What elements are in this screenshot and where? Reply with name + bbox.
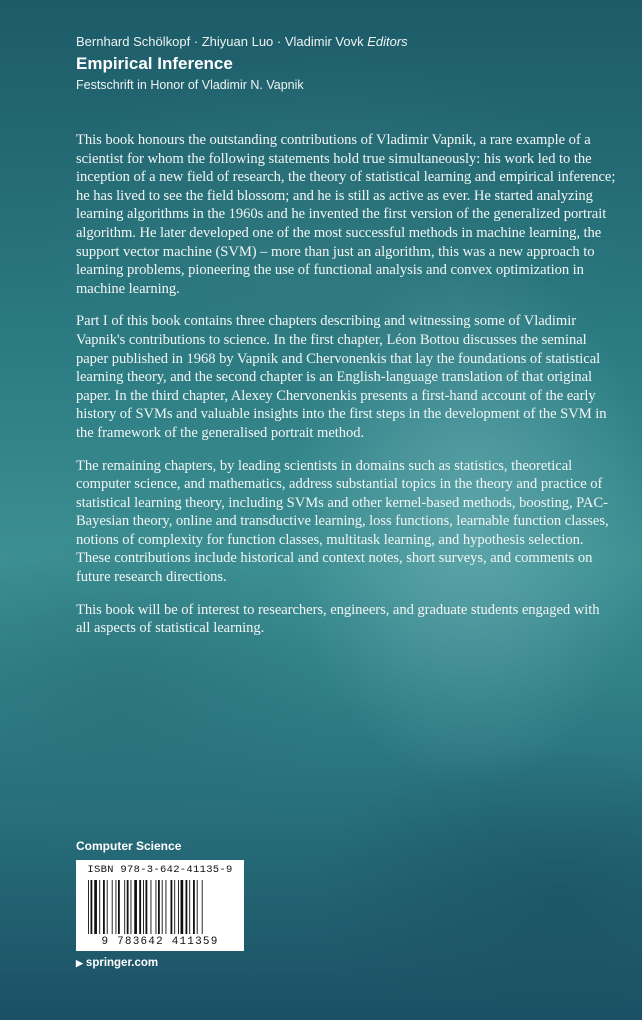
blurb-paragraph: The remaining chapters, by leading scientists in domains such as statistics, theoretical computer science, and mathematics, address substantial topics in the theory and practice of statistical learning theory, including SVMs and other kernel-based methods, boosting, PAC-Bayesian theory, online and transductive learning, loss functions, learnable function classes, notions of complexity for function classes, multitask learning, and hypothesis selection. These contributions include historical and context notes, short surveys, and comments on future research directions.	[76, 457, 609, 586]
isbn-label: ISBN 978-3-642-41135-9	[87, 864, 233, 876]
barcode-bar	[127, 880, 129, 934]
editors-names: Bernhard Schölkopf · Zhiyuan Luo · Vladimir Vovk	[76, 34, 364, 49]
publisher-link-text[interactable]: springer.com	[85, 957, 159, 969]
barcode-bar	[116, 880, 117, 934]
barcode-bar	[156, 880, 157, 934]
barcode-bar	[151, 880, 152, 934]
barcode-bar	[88, 880, 89, 934]
barcode-bar	[131, 880, 132, 934]
barcode-bar	[193, 880, 195, 934]
blurb-text	[76, 131, 616, 652]
barcode-bar	[158, 880, 160, 934]
barcode-bar	[166, 880, 167, 934]
blurb-paragraph: This book honours the outstanding contributions of Vladimir Vapnik, a rare example of a scientist for whom the following statements hold true simultaneously: his work led to the inception of a new field of research, the theory of statistical learning and empirical inference; he has lived to see the field blossom; and he is still as active as ever. He started analyzing learning algorithms in the 1960s and he invented the first version of the generalized portrait algorithm. He later developed one of the most successful methods in machine learning, the support vector machine (SVM) – more than just an algorithm, this was a new approach to learning problems, pioneering the use of functional analysis and convex optimization in machine learning.	[76, 132, 616, 297]
editors-label: Editors	[367, 34, 408, 49]
barcode-bar	[139, 880, 141, 934]
barcode-bar	[107, 880, 108, 934]
barcode-bar	[103, 880, 105, 934]
barcode-bar	[197, 880, 198, 934]
barcode-bar	[99, 880, 100, 934]
barcode-bar	[91, 880, 93, 934]
barcode-bar	[189, 880, 190, 934]
back-cover-header	[76, 33, 596, 94]
arrow-right-icon: ▶	[76, 958, 83, 968]
barcode-bar	[134, 880, 137, 934]
barcode-bar	[178, 880, 179, 934]
publisher-link[interactable]	[76, 957, 158, 969]
barcode-bars	[88, 880, 238, 934]
barcode-bar	[112, 880, 113, 934]
book-subtitle: Festschrift in Honor of Vladimir N. Vapnik	[76, 78, 304, 92]
editors-line	[76, 33, 596, 51]
book-title: Empirical Inference	[76, 54, 233, 73]
barcode-bar	[186, 880, 188, 934]
barcode-bar	[202, 880, 203, 934]
barcode-digits: 9 783642 411359	[101, 936, 219, 948]
subject-category: Computer Science	[76, 839, 182, 853]
barcode-bar	[171, 880, 173, 934]
barcode-bar	[143, 880, 144, 934]
barcode-bar	[174, 880, 175, 934]
isbn-barcode	[76, 860, 244, 951]
barcode-bar	[118, 880, 120, 934]
barcode-bar	[181, 880, 184, 934]
barcode-bar	[162, 880, 163, 934]
blurb-paragraph: This book will be of interest to researchers, engineers, and graduate students engaged with all aspects of statistical learning.	[76, 601, 600, 637]
barcode-bar	[94, 880, 97, 934]
barcode-bar	[146, 880, 148, 934]
blurb-paragraph: Part I of this book contains three chapters describing and witnessing some of Vladimir Vapnik's contributions to science. In the first chapter, Léon Bottou discusses the seminal paper published in 1968 by Vapnik and Chervonenkis that lay the foundations of statistical learning theory, and the second chapter is an English-language translation of that original paper. In the third chapter, Alexey Chervonenkis presents a first-hand account of the early history of SVMs and valuable insights into the first steps in the development of the SVM in the framework of the generalised portrait method.	[76, 313, 607, 441]
barcode-bar	[124, 880, 125, 934]
